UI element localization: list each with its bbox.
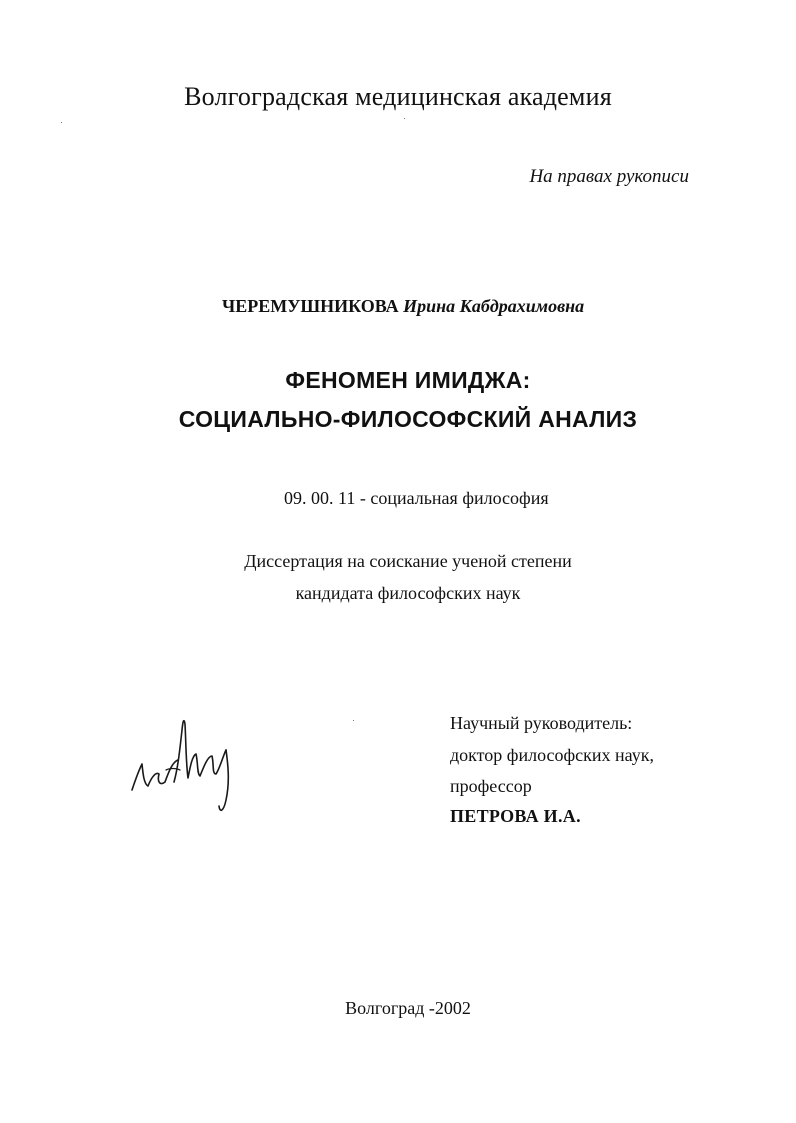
degree-line-2: кандидата философских наук bbox=[295, 583, 521, 603]
title-line-1: ФЕНОМЕН ИМИДЖА: bbox=[285, 367, 531, 393]
author-given-names: Ирина Кабдрахимовна bbox=[403, 296, 585, 316]
supervisor-name: ПЕТРОВА И.А. bbox=[450, 806, 581, 826]
city-year: Волгоград -2002 bbox=[345, 998, 471, 1018]
scan-speck bbox=[353, 720, 354, 721]
supervisor-role: Научный руководитель: bbox=[450, 713, 633, 733]
author-name bbox=[222, 296, 584, 317]
title-line-2: СОЦИАЛЬНО-ФИЛОСОФСКИЙ АНАЛИЗ bbox=[178, 406, 638, 432]
rights-note: На правах рукописи bbox=[529, 166, 689, 187]
institution-name: Волгоградская медицинская академия bbox=[184, 82, 612, 111]
supervisor-degree: доктор философских наук, bbox=[450, 745, 654, 765]
handwritten-signature bbox=[126, 712, 246, 822]
scan-speck bbox=[404, 118, 405, 119]
specialty-code: 09. 00. 11 - социальная философия bbox=[284, 488, 549, 508]
degree-line-1: Диссертация на соискание ученой степени bbox=[244, 551, 572, 571]
author-surname: ЧЕРЕМУШНИКОВА bbox=[222, 296, 399, 316]
scan-speck bbox=[61, 122, 62, 123]
supervisor-rank: профессор bbox=[450, 776, 532, 796]
